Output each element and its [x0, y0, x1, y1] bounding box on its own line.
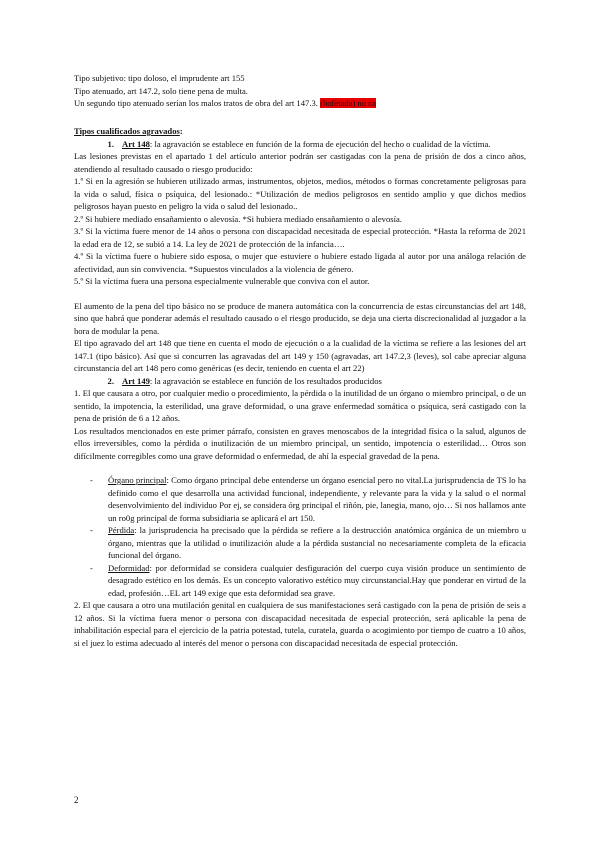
bullet-organo-principal: - Órgano principal: Como órgano principal debe entenderse un órgano esencial pero no vital.La jurisprudencia de TS lo ha definido como el que desarrolla una actividad funcional, independiente, y relevante para la vida y la salud o el normal desenvolvimiento del individuo Por ej, se considera órg principal el riñón, pie, lanegia, mano, ojo… Si nos hallamos ante un ro0g principal de forma subsidiaria se aplicará el art 150. [90, 475, 526, 523]
section-title: Tipos cualificados agravados: [74, 126, 183, 136]
paragraph-resultados: Los resultados mencionados en este primer párrafo, consisten en graves menoscabos de la integridad física o la salud, algunos de ellos irreversibles, como la pérdida o inutilización de un miembro principal, un sentido, impotencia o esterilidad… Otros son difícilmente corregibles como una grave deformidad o enfermedad, de ahí la especial gravedad de la pena. [74, 425, 526, 461]
main-content [74, 125, 526, 649]
bullet-perdida: - Pérdida: la jurisprudencia ha precisado que la pérdida se refiere a la destrucción anatómica orgánica de un miembro u órgano, mientras que la utilidad o inutilización alude a la pérdida sustancial no necesariamente completa de la eficacia funcional del órgano. [90, 525, 526, 560]
bullet-term: Deformidad [108, 562, 150, 573]
highlighted-text: (bofetada) no ca [320, 98, 376, 108]
paragraph-149-1: 1. El que causara a otro, por cualquier medio o procedimiento, la pérdida o la inutilidad de un órgano o miembro principal, o de un sentido, la impotencia, la esterilidad, una grave deformidad, o una grave enfermedad somática o psíquica, será castigado con la pena de prisión de 6 a 12 años. [74, 388, 526, 423]
intro-line-3-text: Un segundo tipo atenuado serían los malos tratos de obra del art 147.3. [74, 98, 318, 108]
bullet-term: Órgano principal [108, 475, 167, 485]
list-item-148-5: 5.º Si la víctima fuera una persona especialmente vulnerable que conviva con el autor. [74, 276, 370, 286]
intro-line-3 [74, 97, 526, 110]
list-item-148-1: 1.º Si en la agresión se hubieren utilizado armas, instrumentos, objetos, medios, métodos o formas concretamente peligrosas para la vida o salud, física o psíquica, del lesionado.: *Utilización de medios peligrosos en sentido amplio y que dichos medios peligrosos hayan puesto en peligro la vida o salud del lesionado.. [74, 176, 526, 211]
paragraph-lesiones: Las lesiones previstas en el apartado 1 del artículo anterior podrán ser castigadas con la pena de prisión de dos a cinco años, atendiendo al resultado causado o riesgo producido: [74, 151, 526, 174]
page-number: 2 [74, 795, 79, 805]
item-art-149-label: Art 149 [122, 375, 150, 386]
paragraph-tipo-agravado: El tipo agravado del art 148 que tiene en cuenta el modo de ejecución o a la cualidad de la víctima se refiere a las lesiones del art 147.1 (tipo básico). Así que si concurren las agravadas del art 149 y 150 (agravadas, art 147.2,3 (leves), sol cabe apreciar alguna circunstancia del art 148 pero como genéricas (es decir, teniendo en cuenta el art 22) [74, 338, 526, 373]
list-item-148-2: 2.º Si hubiere mediado ensañamiento o alevosía. *Si hubiera mediado ensañamiento o alevosía. [74, 213, 402, 224]
item-art-148-label: Art 148 [122, 138, 150, 149]
item-art-148: 1. Art 148: la agravación se establece en función de la forma de ejecución del hecho o cualidad de la víctima. [107, 138, 491, 149]
bullet-term: Pérdida [108, 525, 135, 535]
list-item-148-4: 4.º Si la víctima fuere o hubiere sido esposa, o mujer que estuviere o hubiere estado ligada al autor por una análoga relación de afectividad, aun sin convivencia. *Supuestos vinculados a la violencia de género. [74, 251, 526, 274]
paragraph-149-2: 2. El que causara a otro una mutilación genital en cualquiera de sus manifestaciones será castigado con la pena de prisión de seis a 12 años. Si la víctima fuera menor o persona con discapacidad necesitada de especial protección, será aplicable la pena de inhabilitación especial para el ejercicio de la patria potestad, tutela, curatela, guarda o acogimiento por tiempo de cuatro a 10 años, si el juez lo estima adecuado al interés del menor o persona con discapacidad necesitada de especial protección. [74, 600, 526, 648]
bullet-deformidad: - Deformidad: por deformidad se considera cualquier desfiguración del cuerpo cuya visión produce un sentimiento de desagrado estético en los demás. Es un concepto valorativo estético muy circunstancial.Hay que ponderar en virtud de la edad, profesión…EL art 149 exige que esta deformidad sea grave. [90, 562, 526, 598]
list-item-148-3: 3.º Si la víctima fuere menor de 14 años o persona con discapacidad necesitada de especial protección. *Hasta la reforma de 2021 la edad era de 12, se subió a 14. La ley de 2021 de protección de la infancia…. [74, 226, 526, 249]
item-art-148-text: : la agravación se establece en función de la forma de ejecución del hecho o cualidad de la víctima. [149, 138, 491, 149]
intro-line-2: Tipo atenuado, art 147.2, solo tiene pena de multa. [74, 85, 248, 96]
intro-block [74, 72, 526, 110]
item-art-149-text: : la agravación se establece en función de los resultados producidos [149, 375, 382, 386]
paragraph-aumento: El aumento de la pena del tipo básico no se produce de manera automática con la concurrencia de estas circunstancias del art 148, sino que habrá que ponderar además el resultado causado o el riesgo producido, se deja una cierta discrecionalidad al juzgador a la hora de modular la pena. [74, 300, 526, 336]
intro-line-1: Tipo subjetivo: tipo doloso, el imprudente art 155 [74, 73, 245, 83]
item-art-149: 2. Art 149: la agravación se establece en función de los resultados producidos [107, 375, 382, 386]
